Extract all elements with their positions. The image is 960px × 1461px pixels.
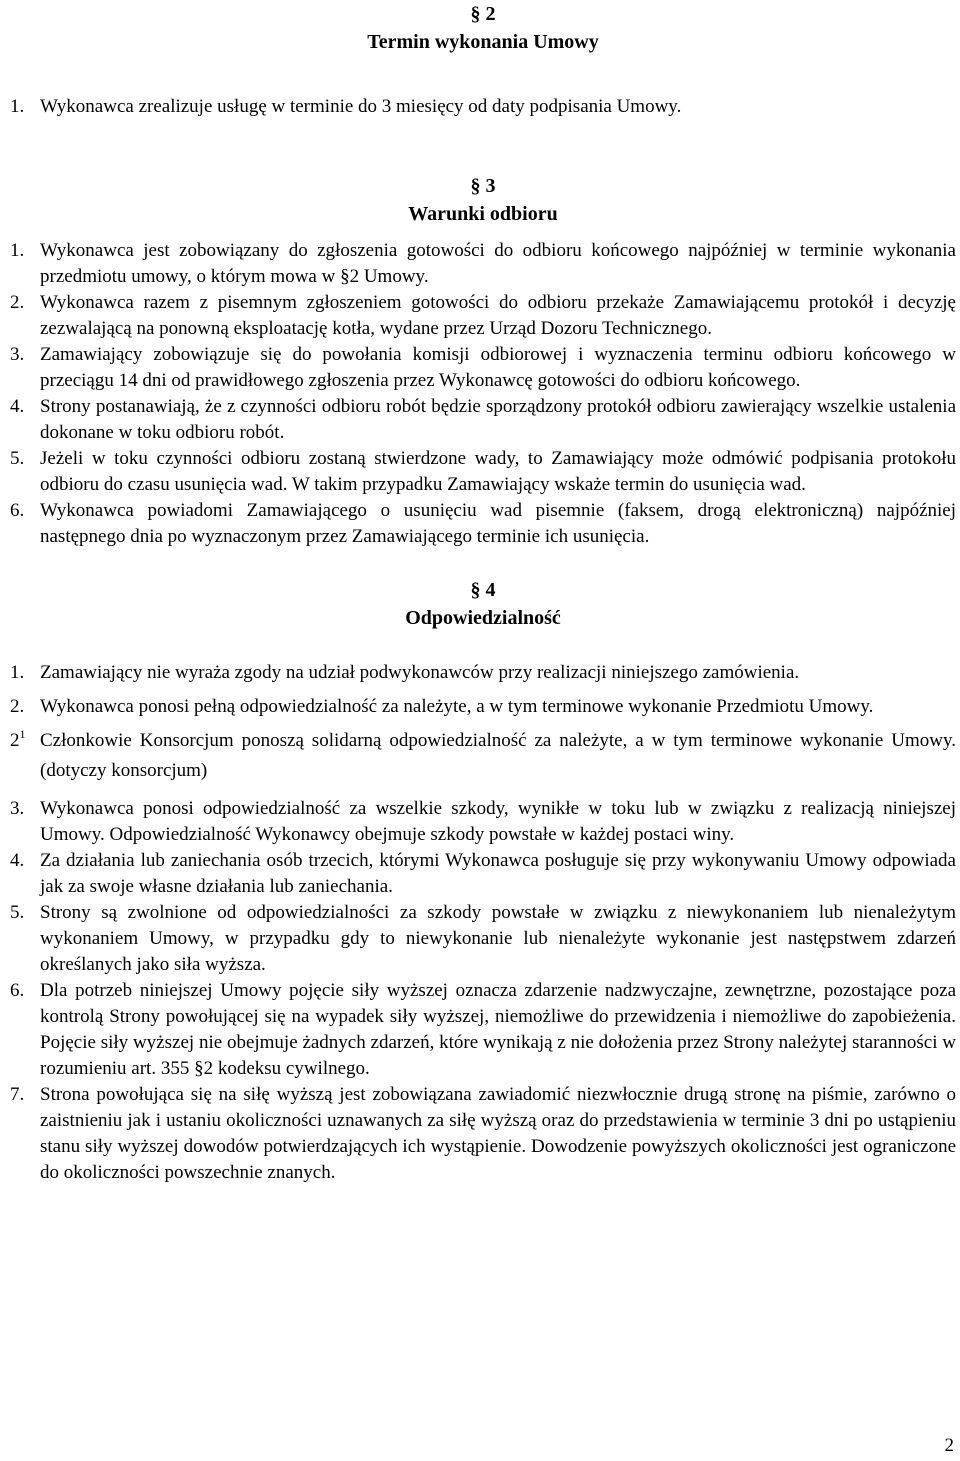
list-item: 7. Strona powołująca się na siłę wyższą jest zobowiązana zawiadomić niezwłocznie drugą stronę na piśmie, zarówno o zaistnieniu jak i ustaniu okoliczności uznawanych za siłę wyższą oraz do przedstawienia w terminie 3 dni po ustąpieniu stanu siły wyższej dowodów potwierdzających ich wystąpienie. Dowodzenie powyższych okoliczności jest ograniczone do okoliczności powszechnie znanych. <box>10 1084 956 1183</box>
section-2-symbol: § 2 <box>470 3 496 25</box>
list-item: 3. Wykonawca ponosi odpowiedzialność za wszelkie szkody, wynikłe w toku lub w związku z realizacją niniejszej Umowy. Odpowiedzialność Wykonawcy obejmuje szkody powstałe w każdej postaci winy. <box>10 798 956 845</box>
list-item: 6. Wykonawca powiadomi Zamawiającego o usunięciu wad pisemnie (faksem, drogą elektroniczną) najpóźniej następnego dnia po wyznaczonym przez Zamawiającego terminie ich usunięcia. <box>10 500 956 547</box>
list-item: 1. Wykonawca jest zobowiązany do zgłoszenia gotowości do odbioru końcowego najpóźniej w terminie wykonania przedmiotu umowy, o którym mowa w §2 Umowy. <box>10 240 956 287</box>
page-number: 2 <box>944 1435 954 1456</box>
section-4 <box>10 576 956 1186</box>
list-item: 5. Jeżeli w toku czynności odbioru zostaną stwierdzone wady, to Zamawiający może odmówić podpisania protokołu odbioru do czasu usunięcia wad. W takim przypadku Zamawiający wskaże termin do usunięcia wad. <box>10 448 956 495</box>
section-4-symbol: § 4 <box>470 579 496 601</box>
list-item: 5. Strony są zwolnione od odpowiedzialności za szkody powstałe w związku z niewykonaniem lub nienależytym wykonaniem Umowy, w przypadku gdy to niewykonanie lub nienależyte wykonanie jest następstwem zdarzeń określanych jako siła wyższa. <box>10 902 956 975</box>
section-2-list <box>10 94 956 120</box>
list-item: 6. Dla potrzeb niniejszej Umowy pojęcie siły wyższej oznacza zdarzenie nadzwyczajne, zewnętrzne, pozostające poza kontrolą Strony powołującej się na wypadek siły wyższej, niemożliwe do przewidzenia i niemożliwe do zapobieżenia. Pojęcie siły wyższej nie obejmuje żadnych zdarzeń, które wynikają z nie dołożenia przez Strony należytej staranności w rozumieniu art. 355 §2 kodeksu cywilnego. <box>10 980 956 1079</box>
list-item: 4. Strony postanawiają, że z czynności odbioru robót będzie sporządzony protokół odbioru zawierający wszelkie ustalenia dokonane w toku odbioru robót. <box>10 396 956 443</box>
list-item: $2^1$ Członkowie Konsorcjum ponoszą solidarną odpowiedzialność za należyte, a w tym terminowe wykonanie Umowy. (dotyczy konsorcjum) <box>10 727 956 781</box>
section-4-list <box>10 660 956 1186</box>
section-4-title: Odpowiedzialność <box>405 607 561 629</box>
section-3 <box>10 172 956 550</box>
list-item: 3. Zamawiający zobowiązuje się do powołania komisji odbiorowej i wyznaczenia terminu odbioru końcowego w przeciągu 14 dni od prawidłowego zgłoszenia przez Wykonawcę gotowości do odbioru końcowego. <box>10 344 956 391</box>
list-item: 4. Za działania lub zaniechania osób trzecich, którymi Wykonawca posługuje się przy wykonywaniu Umowy odpowiada jak za swoje własne działania lub zaniechania. <box>10 850 956 897</box>
section-3-symbol: § 3 <box>470 175 496 197</box>
section-3-list <box>10 238 956 550</box>
list-item: 1. Wykonawca zrealizuje usługę w terminie do 3 miesięcy od daty podpisania Umowy. <box>10 96 682 117</box>
list-item: 1. Zamawiający nie wyraża zgody na udział podwykonawców przy realizacji niniejszego zamówienia. <box>10 662 800 683</box>
list-item: 2. Wykonawca ponosi pełną odpowiedzialność za należyte, a w tym terminowe wykonanie Przedmiotu Umowy. <box>10 696 874 717</box>
list-item: 2. Wykonawca razem z pisemnym zgłoszeniem gotowości do odbioru przekaże Zamawiającemu protokół i decyzję zezwalającą na ponowną eksploatację kotła, wydane przez Urząd Dozoru Technicznego. <box>10 292 956 339</box>
section-2 <box>10 0 956 120</box>
section-3-title: Warunki odbioru <box>408 203 558 225</box>
section-2-title: Termin wykonania Umowy <box>367 31 599 53</box>
